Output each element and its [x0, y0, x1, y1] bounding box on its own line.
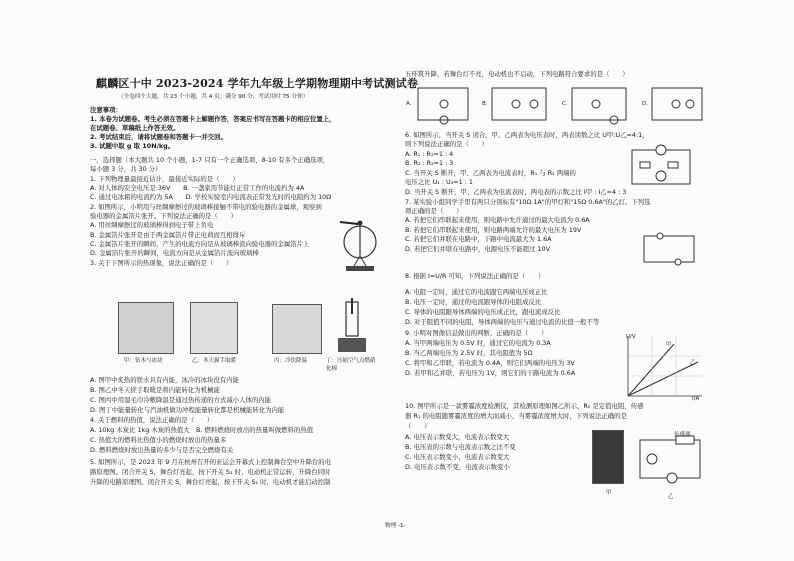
text-line: C. 若把它们并联在电路中，干路中电流最大为 1.6A	[405, 235, 552, 243]
q3-image-ding	[332, 298, 372, 356]
q9-series-yi: 乙	[690, 360, 696, 366]
q7-circuit	[640, 232, 698, 266]
q3-caption: 丁：压缩空气点燃硝化棉	[326, 358, 376, 372]
exam-subtitle: （全卷四个大题，共 23 个小题，共 4 页；满分 90 分，考试用时 75 分钟）	[118, 94, 309, 100]
electroscope-figure	[336, 220, 384, 278]
q9-y-axis-label: U/V	[626, 334, 636, 340]
q3-caption: 丙：冷饮降温	[274, 358, 308, 364]
q3-image-bing	[272, 304, 322, 354]
text-line: A. 对人体的安全电压是 36V B. 一盏家用节能灯正常工作的电流约为 4A	[90, 184, 305, 192]
q3-image-jia	[118, 302, 174, 354]
q9-x-axis-label: I/A	[692, 396, 700, 402]
text-line: 路原理图。闭合开关 S，舞台灯亮起，按下开关 S₁ 时，电动机正常运转，升降台同时	[90, 468, 331, 476]
q9-graph	[616, 332, 706, 404]
q5-option-d: D.	[642, 101, 648, 107]
text-line: C. 将甲和乙串联，若电流为 0.4A，则它们两端的电压为 3V	[405, 359, 575, 367]
text-line: A. 若把它们串联起来使用，则电路中允许通过的最大电流为 0.6A	[405, 216, 590, 224]
text-line: 1. 下列物理量最接近估计，最接近实际的是（ ）	[90, 175, 239, 183]
text-line: 升降的电路原理图。闭合开关 S，舞台灯亮起，按下开关 S₁ 时，电动机才能启动控制	[90, 478, 331, 486]
text-line: A. R₁ : R₂=1 : 4	[405, 150, 454, 158]
text-line: D. 对于阻值不同的电阻，导体两端的电压与通过电流的比值一般不等	[405, 318, 600, 326]
text-line: D. 当开关 S 断开，甲、乙两表为电流表时，两电表的示数之比 I甲 : I乙=4 : 3	[405, 188, 627, 196]
text-line: 7. 某实验小组同学手里有两只分别标有"10Ω 1A"的甲灯和"15Ω 0.6A"的乙灯。下列选	[405, 198, 651, 206]
text-line: 则下列说法正确的是（ ）	[405, 140, 489, 148]
text-line: C. 热值大的燃料比热值小的燃烧时放出的热量多	[90, 436, 227, 444]
text-line: A. 图甲中炙热的铁水具有内能，冰冷的冰块没有内能	[90, 376, 239, 384]
text-line: B. 电压表的示数与电流表示数之比不变	[405, 443, 516, 451]
text-line: 5. 如图所示，是 2023 年 9 月在杭州召开的亚运会开幕式上控制舞台空中升降台的电	[90, 458, 332, 466]
text-line: B. 电压一定时，通过的电流跟导体的电阻成反比	[405, 298, 542, 306]
text-line: A. 电阻一定时，通过它的电流跟它两端电压成正比	[405, 288, 548, 296]
text-line: 6. 如图所示，当开关 S 闭合，甲、乙两表为电压表时，两表读数之比 U甲:U乙=4:1，	[405, 131, 649, 139]
text-line: C. 电压表示数变小，电流表示数变大	[405, 453, 510, 461]
note-line: 3. 试题中取 g 取 10N/kg。	[90, 142, 175, 150]
text-line: 电压之比 U₁ : U₂=1 : 1	[405, 178, 473, 186]
text-line: 项正确的是（ ）	[405, 207, 463, 215]
text-line: C. 通过电冰箱的电流约为 5A D. 学校实验室内电流表正常发光时的电阻约为 10Ω	[90, 193, 332, 201]
text-line: B. 图乙中冬天搓手取暖是将内能转化为机械能	[90, 386, 220, 394]
text-line: 3. 关于下图所示的热现象，说法正确的是（ ）	[90, 259, 233, 267]
text-line: A. 当甲两端电压为 0.5V 时，通过它的电流为 0.3A	[405, 339, 551, 347]
text-line: B. 金属箔片张开是由于两金属箔片带正电荷而互相排斥	[90, 231, 246, 239]
text-line: D. 若甲和乙并联，若电压为 1V，则它们的干路电流为 0.6A	[405, 369, 576, 377]
note-line: 在试题卷、草稿纸上作答无效。	[90, 124, 180, 132]
text-line: A. 用丝绸摩擦过的玻璃棒得到电子带上负电	[90, 221, 214, 229]
text-line: D. 金属箔片张开的瞬间，电流方向是从金属箔片流向玻璃棒	[90, 249, 259, 257]
text-line: 10. 图甲所示是一款雾霾浓度检测仪，其检测原理如图乙所示，R₀ 是定值电阻，传感	[405, 402, 644, 410]
text-line: B. 若把它们串联起来使用，则电路两端允许的最大电压为 19V	[405, 226, 582, 234]
text-line: C. 金属箔片张开的瞬间，产生的电流方向是从玻璃棒流向验电器的金属箔片上	[90, 240, 310, 248]
text-line: 每小题 3 分，共 30 分）	[90, 165, 162, 173]
text-line: 器 R₁ 的电阻随雾霾浓度的增大而减小，当雾霾浓度增大时，下列说法正确的是	[405, 412, 627, 420]
note-line: 2. 考试结束后，请将试题卷和答题卡一并交回。	[90, 133, 227, 141]
note-line: 1. 本卷为试题卷。考生必须在答题卡上解题作答，答案应书写在答题卡的相应位置上，	[90, 115, 336, 123]
text-line: B. 当乙两端电压为 2.5V 时，其电阻值为 5Ω	[405, 349, 533, 357]
text-line: 一、选择题（本大题共 10 个小题，1-7 只有一个正确选项，8-10 有多个正确选项，	[90, 156, 330, 164]
q9-series-jia: 甲	[666, 342, 672, 348]
text-line: B. R₁ : R₂=1 : 3	[405, 159, 454, 167]
text-line: C. 当开关 S 断开，甲、乙两表为电流表时，R₁ 与 R₂ 两端的	[405, 169, 576, 177]
text-line: C. 图丙中用湿毛巾冷敷降温是通过热传递的方式减小人体的内能	[90, 396, 272, 404]
q5-option-c: C.	[562, 101, 568, 107]
q10-label-jia: 甲	[606, 490, 612, 496]
text-line: 4. 关于燃料的热值，说法正确的是（ ）	[90, 416, 214, 424]
text-line: 2. 如图所示，小明用与丝绸摩擦过的玻璃棒接触不带电的验电器的金属球，观察到	[90, 203, 322, 211]
text-line: D. 图丁中能量转化与汽油机做功冲程能量转化都是机械能转化为内能	[90, 406, 285, 414]
text-line: 验电器的金属箔片张开。下列说法正确的是（ ）	[90, 212, 237, 220]
q10-circuit	[636, 432, 706, 488]
text-line: （ ）	[405, 422, 431, 430]
q5-option-b: B.	[482, 101, 488, 107]
text-line: D. 燃料燃烧时放出热量的多少与是否完全燃烧有关	[90, 446, 234, 454]
text-line: C. 导体的电阻跟导体两端的电压成正比，跟电流成反比	[405, 308, 561, 316]
q10-sensor-label: 传感器	[674, 432, 691, 438]
text-line: 五环筑升降，若舞台灯不亮，电动机也不启动，下列电路符合要求的是（ ）	[405, 70, 629, 78]
notes-heading: 注意事项：	[90, 106, 122, 114]
q10-label-yi: 乙	[668, 494, 674, 500]
text-line: 8. 根据 I=U/R 可知，下列说法正确的是（ ）	[405, 272, 545, 280]
text-line: D. 若把它们并联在电路中，电源电压不能超过 10V	[405, 245, 550, 253]
q3-caption: 乙：冬天握手取暖	[192, 358, 237, 364]
text-line: A. 10kg 木炭比 1kg 木炭的热值大 B. 燃料燃烧时放出的热量叫做燃料的热值	[90, 426, 314, 434]
q5-circuit-options	[404, 82, 704, 128]
text-line: D. 电压表示数不变，电流表示数变小	[405, 463, 510, 471]
page-footer: 物理 -1-	[385, 523, 406, 529]
text-line: A. 电压表示数变大，电流表示数变大	[405, 433, 510, 441]
q6-circuit	[626, 142, 696, 190]
q3-image-yi	[190, 302, 238, 354]
exam-title: 麒麟区十中 2023-2024 学年九年级上学期物理期中考试测试卷	[96, 77, 419, 90]
q3-caption: 甲：钻木与冰块	[124, 358, 163, 364]
q5-option-a: A.	[406, 101, 412, 107]
q10-device-image	[592, 430, 624, 484]
text-line: 9. 小明对图像信息做出的判断，正确的是（ ）	[405, 329, 548, 337]
